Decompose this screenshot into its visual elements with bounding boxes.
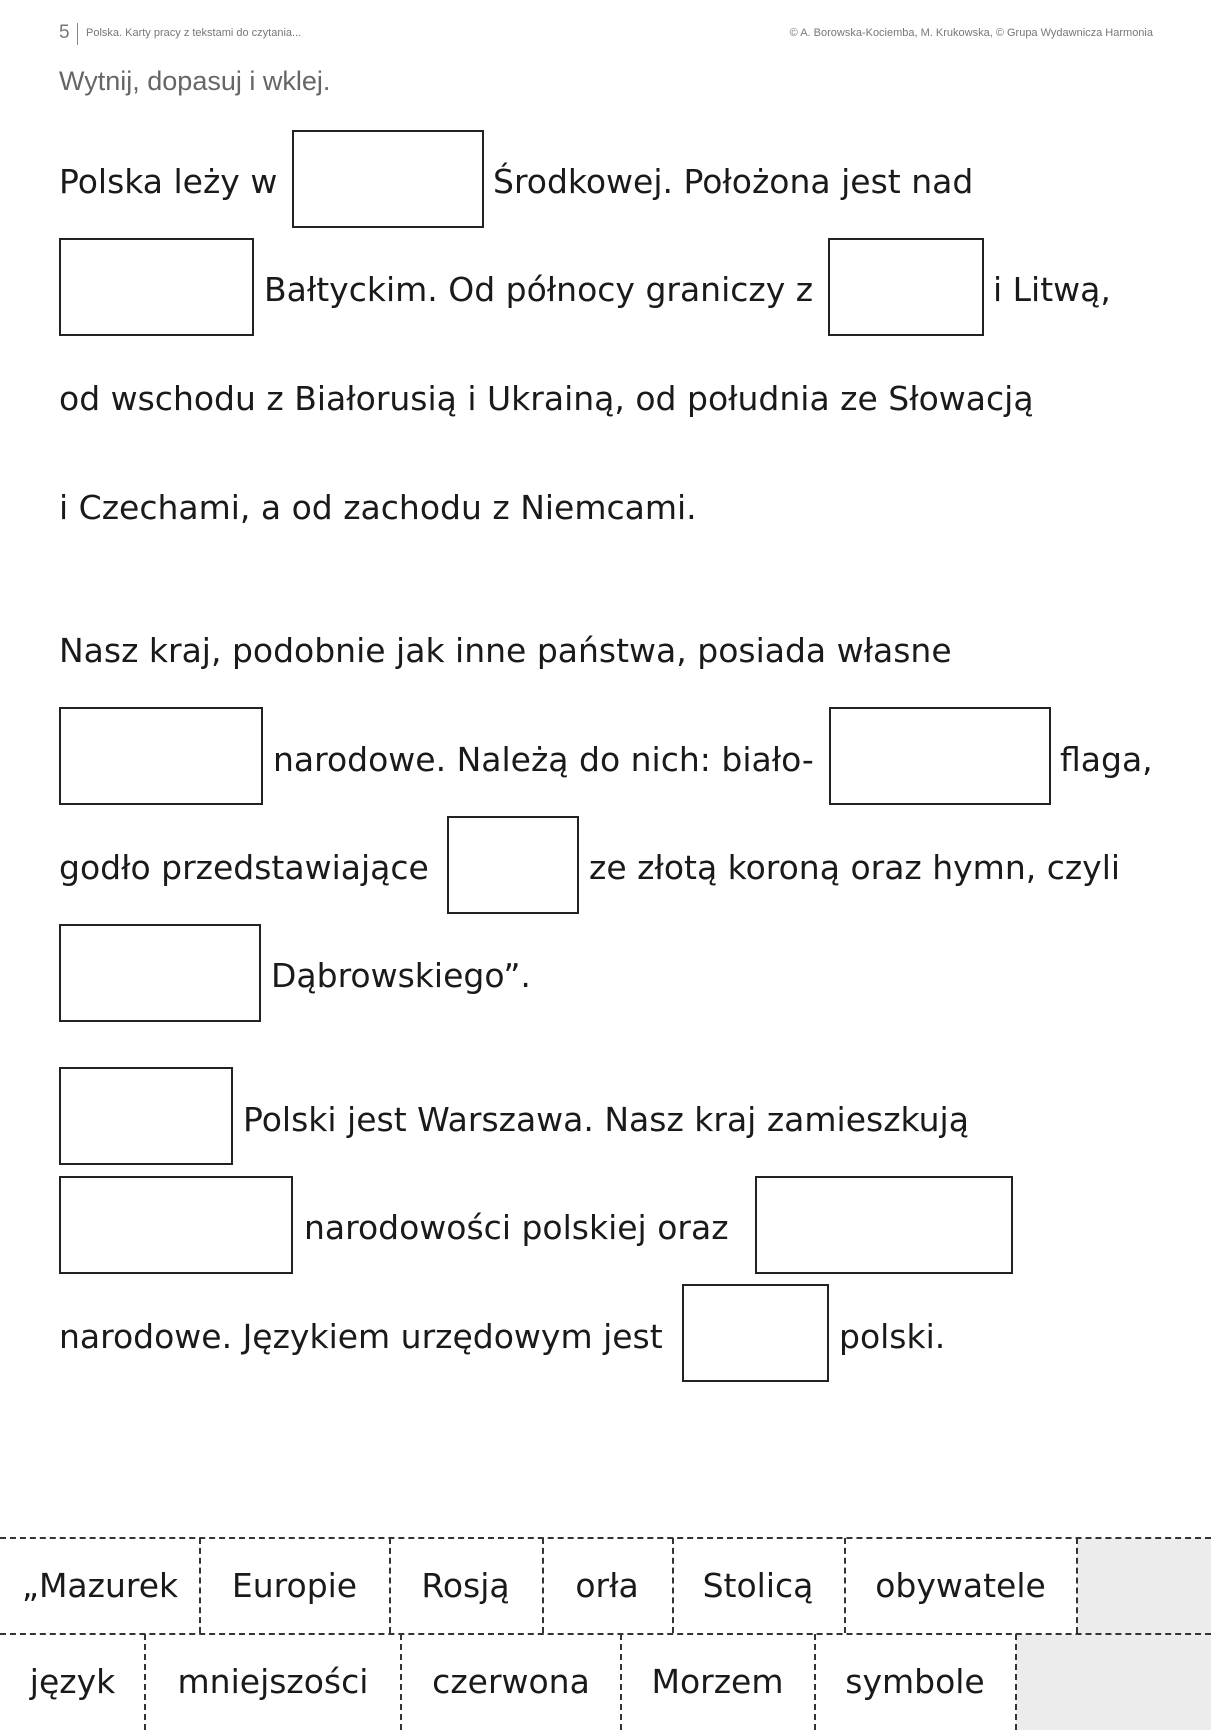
text-line: i Litwą, [993, 270, 1111, 309]
text-line: godło przedstawiające [59, 848, 429, 887]
cut-line [199, 1538, 201, 1633]
blank-card-2 [1016, 1634, 1211, 1730]
word-card[interactable]: Morzem [651, 1662, 784, 1701]
cut-line [814, 1634, 816, 1730]
word-card[interactable]: „Mazurek [21, 1565, 179, 1605]
answer-box-4[interactable] [59, 707, 263, 805]
word-card[interactable]: orła [575, 1565, 639, 1605]
instruction: Wytnij, dopasuj i wklej. [59, 66, 331, 96]
page-number: 5 [59, 22, 70, 43]
answer-box-7[interactable] [59, 924, 261, 1022]
word-card[interactable]: mniejszości [177, 1662, 369, 1701]
cut-line [400, 1634, 402, 1730]
answer-box-5[interactable] [829, 707, 1051, 805]
answer-box-1[interactable] [292, 130, 484, 228]
cut-line [389, 1538, 391, 1633]
answer-box-6[interactable] [447, 816, 579, 914]
text-line: Bałtyckim. Od północy graniczy z [264, 270, 814, 309]
answer-box-11[interactable] [682, 1284, 829, 1382]
cut-line [620, 1634, 622, 1730]
text-line: i Czechami, a od zachodu z Niemcami. [59, 488, 697, 527]
text-line: narodowe. Należą do nich: biało- [273, 740, 814, 779]
text-line: Środkowej. Położona jest nad [493, 162, 974, 201]
blank-card-1 [1077, 1538, 1211, 1634]
header-divider [77, 23, 78, 45]
word-card[interactable]: język [29, 1662, 116, 1701]
cut-line [844, 1538, 846, 1633]
text-line: flaga, [1060, 740, 1153, 779]
answer-box-10[interactable] [755, 1176, 1013, 1274]
word-card[interactable]: Europie [231, 1565, 358, 1605]
text-line: Polska leży w [59, 162, 278, 201]
book-title: Polska. Karty pracy z tekstami do czytania... [86, 27, 302, 39]
answer-box-2[interactable] [59, 238, 254, 336]
word-card[interactable]: czerwona [432, 1662, 590, 1701]
text-line: ze złotą koroną oraz hymn, czyli [589, 848, 1121, 887]
cut-line [542, 1538, 544, 1633]
text-line: Dąbrowskiego”. [271, 956, 531, 995]
cut-line [144, 1634, 146, 1730]
cut-line [1076, 1538, 1078, 1633]
answer-box-8[interactable] [59, 1067, 233, 1165]
word-card[interactable]: Rosją [421, 1565, 510, 1605]
text-line: polski. [839, 1317, 946, 1356]
text-line: narodowe. Językiem urzędowym jest [59, 1317, 663, 1356]
cut-line [1015, 1634, 1017, 1730]
copyright-notice: © A. Borowska-Kociemba, M. Krukowska, © Grupa Wydawnicza Harmonia [789, 27, 1153, 39]
text-line: Nasz kraj, podobnie jak inne państwa, posiada własne [59, 631, 952, 670]
text-line: narodowości polskiej oraz [304, 1208, 729, 1247]
answer-box-9[interactable] [59, 1176, 293, 1274]
word-card[interactable]: obywatele [875, 1565, 1046, 1605]
text-line: od wschodu z Białorusią i Ukrainą, od południa ze Słowacją [59, 379, 1034, 418]
answer-box-3[interactable] [828, 238, 984, 336]
word-card[interactable]: symbole [845, 1662, 985, 1701]
word-card[interactable]: Stolicą [702, 1565, 814, 1605]
text-line: Polski jest Warszawa. Nasz kraj zamieszkują [243, 1100, 969, 1139]
cut-line [672, 1538, 674, 1633]
